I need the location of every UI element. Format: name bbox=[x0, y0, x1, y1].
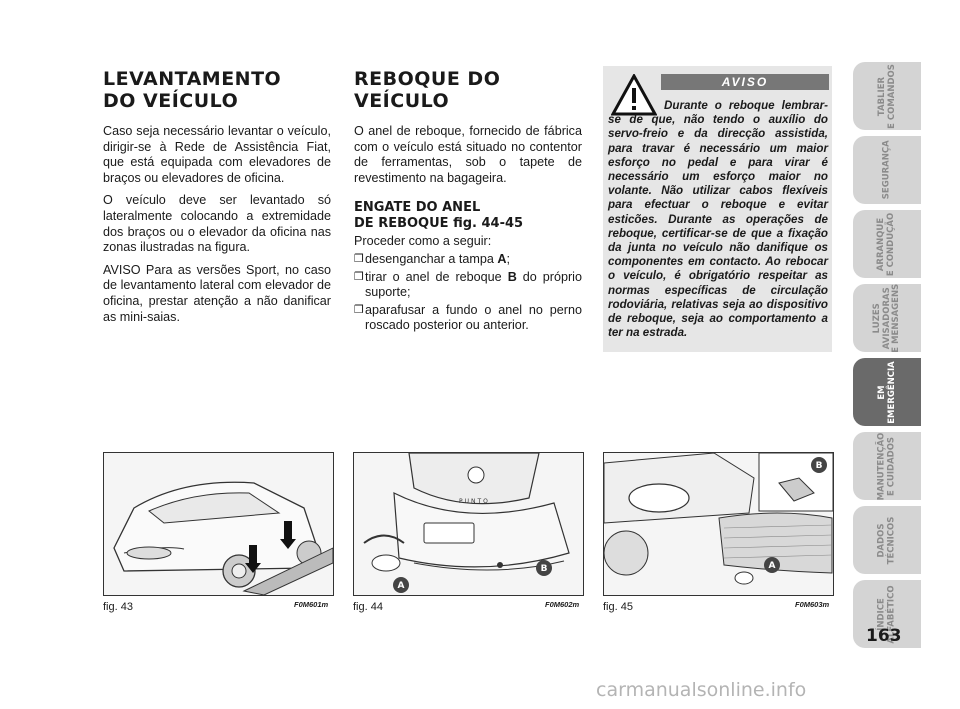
car-lift-illustration bbox=[104, 453, 333, 595]
list-item: ❒ tirar o anel de reboque B do próprio suporte; bbox=[354, 269, 582, 300]
tab-dados[interactable]: DADOS TÉCNICOS bbox=[853, 506, 921, 574]
lifting-paragraph-2: O veículo deve ser levantado só lateralmente colocando a extremidade dos braços ou o elevador da oficina nas zonas ilustradas na figura. bbox=[103, 193, 331, 255]
procedure-intro: Proceder como a seguir: bbox=[354, 234, 492, 249]
tab-seguranca[interactable]: SEGURANÇA bbox=[853, 136, 921, 204]
towing-title: REBOQUE DO VEÍCULO bbox=[354, 68, 501, 112]
page-number: 163 bbox=[866, 626, 902, 646]
checkbox-bullet-icon: ❒ bbox=[354, 303, 364, 316]
tab-emergencia[interactable]: EM EMERGÊNCIA bbox=[853, 358, 921, 426]
badge-a: A bbox=[768, 561, 776, 571]
checkbox-bullet-icon: ❒ bbox=[354, 270, 364, 283]
trunk-badge-text: PUNTO bbox=[459, 498, 490, 505]
lifting-section bbox=[103, 68, 331, 332]
tow-ring-subtitle: ENGATE DO ANEL DE REBOQUE fig. 44-45 bbox=[354, 200, 524, 232]
figure-45-caption: fig. 45 bbox=[603, 601, 633, 613]
tab-indice[interactable]: ÍNDICE ALFABÉTICO bbox=[853, 580, 921, 648]
badge-a: A bbox=[397, 581, 405, 591]
tab-arranque[interactable]: ARRANQUE E CONDUÇÃO bbox=[853, 210, 921, 278]
figure-43-car-lift bbox=[103, 452, 334, 596]
checkbox-bullet-icon: ❒ bbox=[354, 252, 364, 265]
figure-45-front-tow bbox=[603, 452, 834, 596]
figure-44-rear-tow bbox=[353, 452, 584, 596]
figure-44-caption: fig. 44 bbox=[353, 601, 383, 613]
list-item: ❒ desenganchar a tampa A; bbox=[354, 251, 510, 266]
figure-43-code: F0M601m bbox=[294, 600, 329, 609]
warning-header: AVISO bbox=[661, 74, 829, 90]
list-item: ❒ aparafusar a fundo o anel no perno roscado posterior ou anterior. bbox=[354, 302, 582, 333]
lifting-paragraph-1: Caso seja necessário levantar o veículo, dirigir-se à Rede de Assistência Fiat, que está equipada com elevadores de braços ou elevadores de oficina. bbox=[103, 124, 331, 185]
towing-section bbox=[354, 68, 582, 336]
rear-tow-illustration bbox=[354, 453, 583, 595]
badge-b: B bbox=[815, 461, 823, 471]
towing-paragraph: O anel de reboque, fornecido de fábrica com o veículo está situado no contentor de ferramentas, sob o tapete de revestimento na bagageira. bbox=[354, 124, 582, 185]
warning-box bbox=[603, 66, 832, 352]
watermark: carmanualsonline.info bbox=[596, 679, 807, 701]
tab-manutencao[interactable]: MANUTENÇÃO E CUIDADOS bbox=[853, 432, 921, 500]
tab-luzes[interactable]: LUZES AVISADORAS E MENSAGENS bbox=[853, 284, 921, 352]
warning-text: Durante o reboque lembrar-se de que, não tendo o auxílio do servo-freio e da direcção assistida, para travar é necessário um maior esforço no pedal e para virar é necessário um esforço maior no volante. Não utilizar cabos flexíveis para efectuar o reboque e evitar esticões. Durante as operações de reboque, certificar-se de que a fixação da junta no veículo não danifique os componentes em contacto. Ao rebocar o veículo, é obrigatório respeitar as normas específicas de circulação rodoviária, relativas seja ao dispositivo de reboque, seja ao comportamento a ter na estrada. bbox=[608, 99, 828, 340]
figure-43-caption: fig. 43 bbox=[103, 601, 133, 613]
figure-44-code: F0M602m bbox=[545, 600, 580, 609]
badge-b: B bbox=[540, 564, 548, 574]
figure-45-code: F0M603m bbox=[795, 600, 830, 609]
front-tow-illustration bbox=[604, 453, 833, 595]
lifting-paragraph-3: AVISO Para as versões Sport, no caso de levantamento lateral com elevador de oficina, prestar atenção a não danificar as mini-saias. bbox=[103, 262, 331, 324]
tab-tablier[interactable]: TABLIER E COMANDOS bbox=[853, 62, 921, 130]
lifting-title: LEVANTAMENTO DO VEÍCULO bbox=[103, 68, 282, 112]
